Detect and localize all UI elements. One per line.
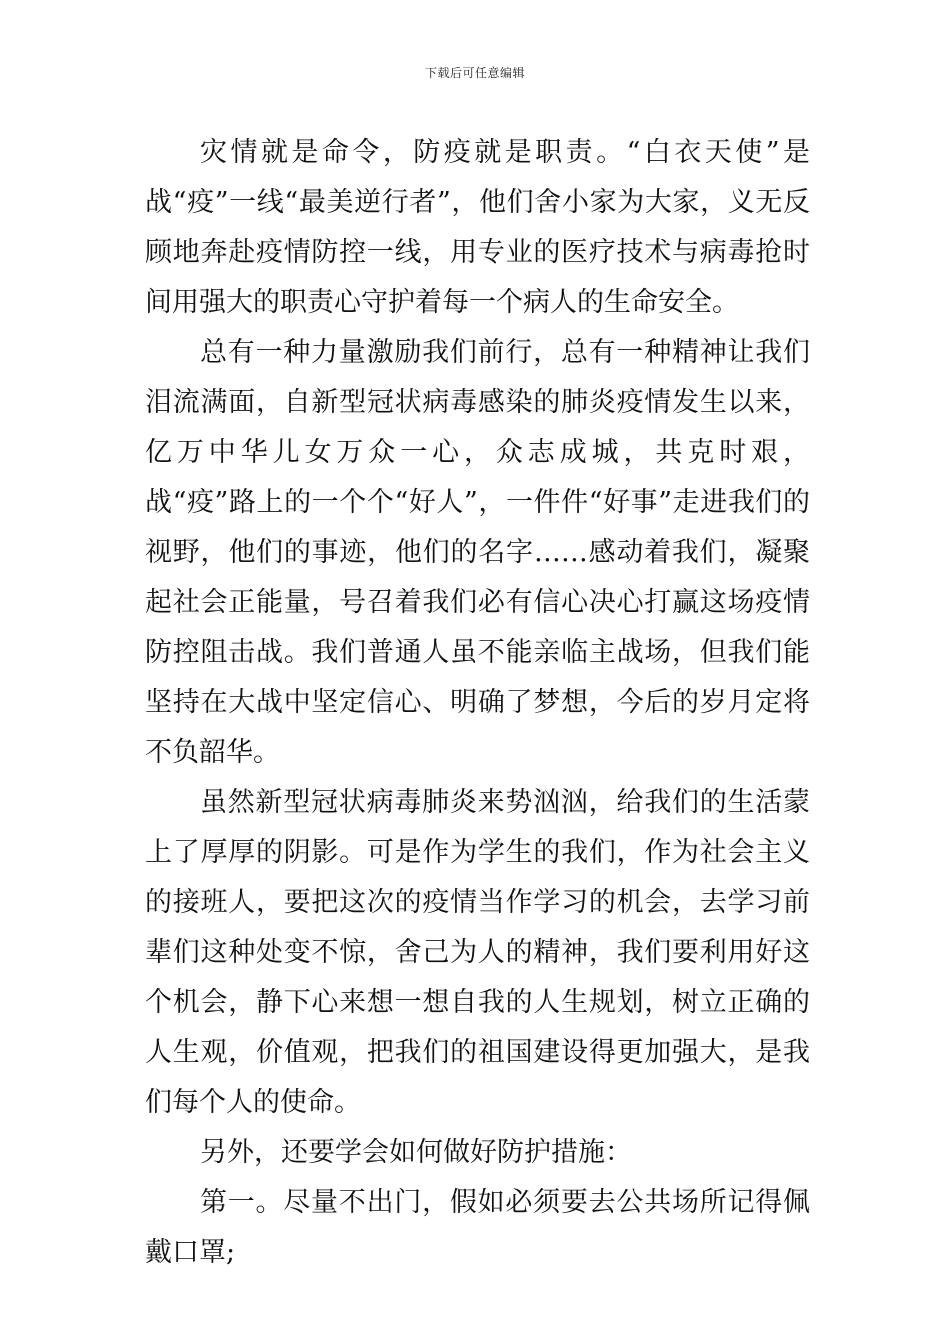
paragraph-inspiration: 总有一种力量激励我们前行，总有一种精神让我们泪流满面，自新型冠状病毒感染的肺炎疫情发生以来，亿万中华儿女万众一心，众志成城，共克时艰，战“疫”路上的一个个“好人”，一件件“好事”走进我们的视野，他们的事迹，他们的名字……感动着我们，凝聚起社会正能量，号召着我们必有信心决心打赢这场疫情防控阻击战。我们普通人虽不能亲临主战场，但我们能坚持在大战中坚定信心、明确了梦想，今后的岁月定将不负韶华。 [145, 337, 810, 768]
paragraph-student-mission: 虽然新型冠状病毒肺炎来势汹汹，给我们的生活蒙上了厚厚的阴影。可是作为学生的我们，作为社会主义的接班人，要把这次的疫情当作学习的机会，去学习前辈们这种处变不惊，舍己为人的精神，我们要利用好这个机会，静下心来想一想自我的人生规划，树立正确的人生观，价值观，把我们的祖国建设得更加强大，是我们每个人的使命。 [145, 787, 810, 1118]
document-body [145, 128, 810, 1278]
paragraph-duty: 灾情就是命令，防疫就是职责。“白衣天使”是战“疫”一线“最美逆行者”，他们舍小家为大家，义无反顾地奔赴疫情防控一线，用专业的医疗技术与病毒抢时间用强大的职责心守护着每一个病人的生命安全。 [145, 137, 810, 318]
paragraph-measure-one: 第一。尽量不出门，假如必须要去公共场所记得佩戴口罩; [145, 1187, 810, 1268]
paragraph-protection-intro: 另外，还要学会如何做好防护措施： [200, 1137, 632, 1168]
page-header-note: 下载后可任意编辑 [424, 66, 525, 80]
